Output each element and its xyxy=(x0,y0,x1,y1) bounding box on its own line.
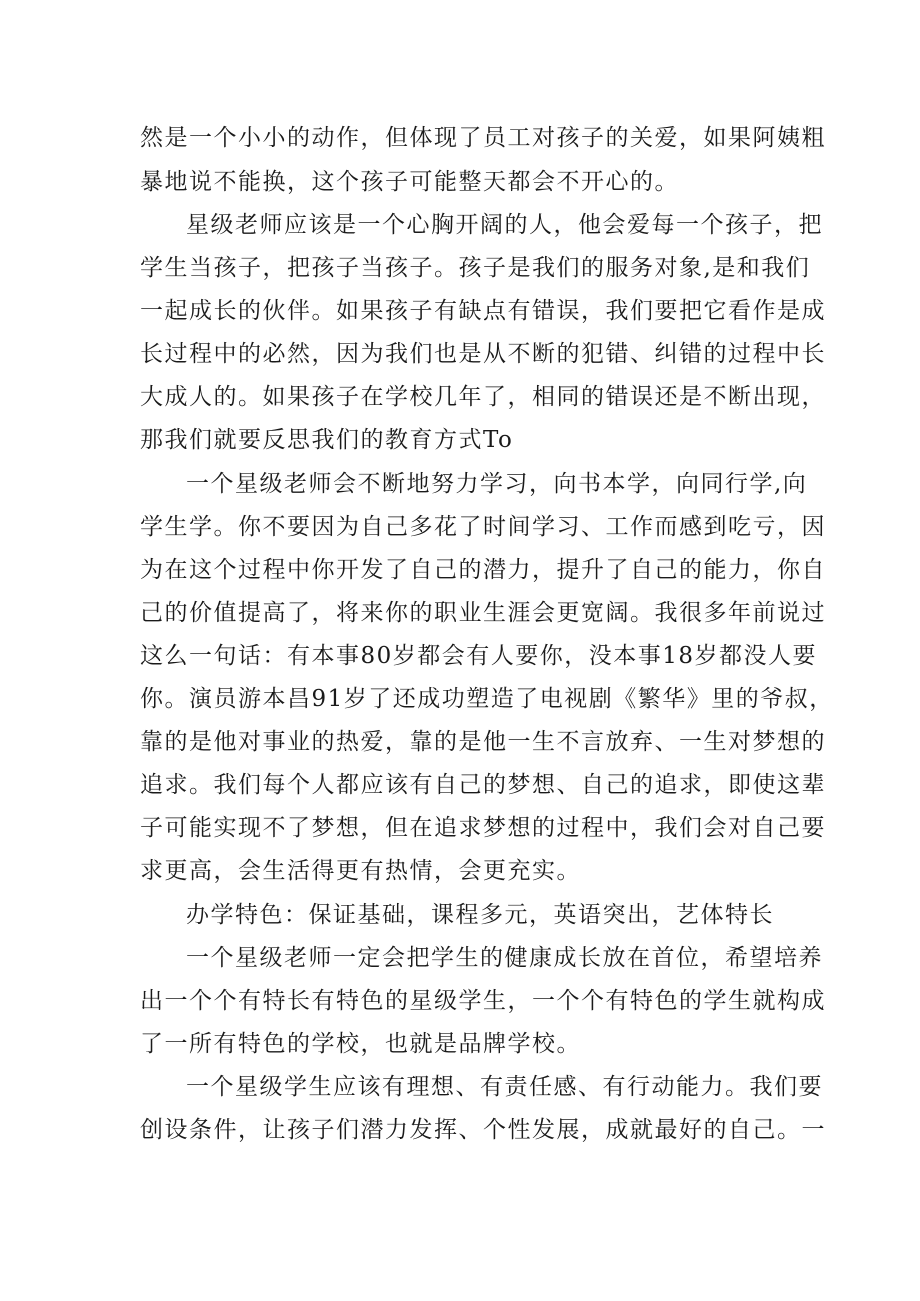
text-line: 己的价值提高了，将来你的职业生涯会更宽阔。我很多年前说过 xyxy=(140,600,826,626)
text-line: 学生学。你不要因为自己多花了时间学习、工作而感到吃亏，因 xyxy=(140,514,826,540)
text-line: 求更高，会生活得更有热情，会更充实。 xyxy=(140,858,581,884)
section-heading: 办学特色：保证基础，课程多元，英语突出，艺体特长 xyxy=(186,902,774,928)
text-line: 长过程中的必然，因为我们也是从不断的犯错、纠错的过程中长 xyxy=(140,341,826,367)
paragraph-first-line: 一个星级学生应该有理想、有责任感、有行动能力。我们要 xyxy=(186,1074,823,1100)
text-line: 创设条件，让孩子们潜力发挥、个性发展，成就最好的自己。一 xyxy=(140,1117,826,1143)
text-line: 大成人的。如果孩子在学校几年了，相同的错误还是不断出现， xyxy=(140,384,826,410)
paragraph-first-line: 一个星级老师会不断地努力学习，向书本学，向同行学,向 xyxy=(186,471,808,497)
text-line: 子可能实现不了梦想，但在追求梦想的过程中，我们会对自己要 xyxy=(140,815,826,841)
text-line: 一起成长的伙伴。如果孩子有缺点有错误，我们要把它看作是成 xyxy=(140,298,826,324)
text-line: 学生当孩子，把孩子当孩子。孩子是我们的服务对象,是和我们 xyxy=(140,255,811,281)
text-line: 这么一句话：有本事80岁都会有人要你，没本事18岁都没人要 xyxy=(140,643,818,669)
paragraph-first-line: 星级老师应该是一个心胸开阔的人，他会爱每一个孩子，把 xyxy=(186,212,823,238)
text-line: 那我们就要反思我们的教育方式To xyxy=(140,427,514,453)
text-line: 出一个个有特长有特色的星级学生，一个个有特色的学生就构成 xyxy=(140,988,826,1014)
text-line: 你。演员游本昌91岁了还成功塑造了电视剧《繁华》里的爷叔， xyxy=(140,686,834,712)
text-line: 然是一个小小的动作，但体现了员工对孩子的关爱，如果阿姨粗 xyxy=(140,125,826,151)
text-line: 暴地说不能换，这个孩子可能整天都会不开心的。 xyxy=(140,169,679,195)
text-line: 了一所有特色的学校，也就是品牌学校。 xyxy=(140,1031,581,1057)
text-line: 追求。我们每个人都应该有自己的梦想、自己的追求，即使这辈 xyxy=(140,772,826,798)
paragraph-first-line: 一个星级老师一定会把学生的健康成长放在首位，希望培养 xyxy=(186,945,823,971)
text-line: 为在这个过程中你开发了自己的潜力，提升了自己的能力，你自 xyxy=(140,557,826,583)
text-line: 靠的是他对事业的热爱，靠的是他一生不言放弃、一生对梦想的 xyxy=(140,729,826,755)
